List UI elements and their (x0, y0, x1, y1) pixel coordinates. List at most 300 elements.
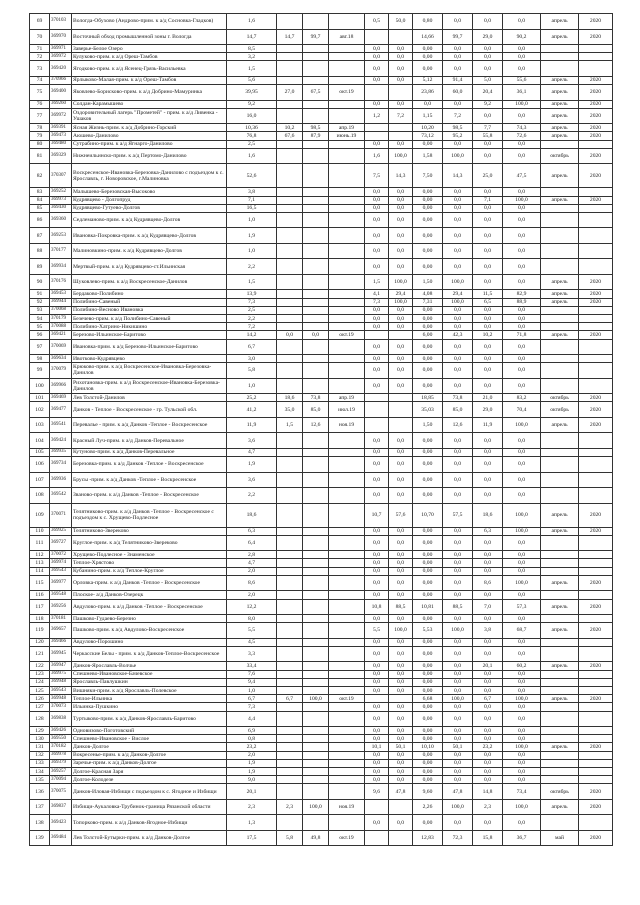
value-7: 4,08 (413, 290, 443, 298)
repair-date (329, 703, 365, 711)
value-10: 0,0 (503, 259, 541, 275)
value-5: 0,0 (365, 61, 389, 77)
value-10: 47,5 (503, 164, 541, 188)
road-name: Круглое-прим. к а/д Телятниково-Звереково (72, 535, 227, 551)
repair-date (329, 711, 365, 727)
row-number: 93 (30, 306, 50, 314)
repair-date (329, 378, 365, 394)
value-9: 0,0 (473, 339, 503, 355)
value-10: 0,0 (503, 378, 541, 394)
value-5 (365, 124, 389, 132)
value-10: 0,0 (503, 727, 541, 735)
value-5 (365, 799, 389, 815)
month (541, 551, 579, 559)
repaired-percent (303, 53, 329, 61)
year: 2020 (579, 132, 613, 140)
value-5: 0,0 (365, 53, 389, 61)
value-5: 0,0 (365, 457, 389, 473)
value-8: 85,0 (443, 402, 473, 418)
repair-date (329, 559, 365, 567)
month (541, 306, 579, 314)
table-row (30, 339, 613, 355)
value-8: 0,0 (443, 686, 473, 694)
row-number: 112 (30, 551, 50, 559)
value-8: 73,8 (443, 394, 473, 402)
row-number: 109 (30, 503, 50, 527)
value-9: 0,0 (473, 204, 503, 212)
repaired-length (277, 457, 303, 473)
value-9: 0,0 (473, 703, 503, 711)
table-row (30, 433, 613, 449)
value-10: 0,0 (503, 686, 541, 694)
value-7: 18,85 (413, 394, 443, 402)
repaired-percent (303, 559, 329, 567)
value-10: 0,0 (503, 306, 541, 314)
value-9: 0,0 (473, 591, 503, 599)
month (541, 670, 579, 678)
repaired-percent (303, 378, 329, 394)
value-8: 0,0 (443, 243, 473, 259)
value-10: 60,2 (503, 662, 541, 670)
repaired-percent (303, 686, 329, 694)
value-10: 0,0 (503, 140, 541, 148)
road-name: Сутрабино-прим. к а/д Ягнарго-Данилово (72, 140, 227, 148)
value-10: 100,0 (503, 527, 541, 535)
value-5: 0,0 (365, 212, 389, 228)
road-code: 369391 (50, 124, 72, 132)
road-name: Спешнево-Ивановское - Вислое (72, 735, 227, 743)
row-number: 81 (30, 148, 50, 164)
total-length: 6,3 (227, 527, 277, 535)
value-7: 5,53 (413, 623, 443, 639)
table-row (30, 488, 613, 504)
value-9: 0,0 (473, 727, 503, 735)
value-5: 0,0 (365, 591, 389, 599)
value-5: 0,0 (365, 638, 389, 646)
repaired-length (277, 615, 303, 623)
value-5: 0,0 (365, 355, 389, 363)
total-length: 7,2 (227, 323, 277, 331)
value-7: 2,26 (413, 799, 443, 815)
value-5 (365, 394, 389, 402)
value-6: 0,0 (389, 670, 413, 678)
repair-date (329, 306, 365, 314)
value-5: 10,8 (365, 599, 389, 615)
value-8: 0,0 (443, 767, 473, 775)
value-9: 11,5 (473, 290, 503, 298)
value-5: 7,3 (365, 298, 389, 306)
repair-date (329, 140, 365, 148)
repaired-length (277, 243, 303, 259)
year: 2020 (579, 108, 613, 124)
repaired-percent: 87,9 (303, 132, 329, 140)
value-9: 7,1 (473, 196, 503, 204)
repaired-length (277, 751, 303, 759)
repaired-percent (303, 711, 329, 727)
road-code: 370176 (50, 274, 72, 290)
value-6: 0,0 (389, 591, 413, 599)
total-length: 14,7 (227, 29, 277, 45)
repaired-length: 67,6 (277, 132, 303, 140)
value-6: 0,0 (389, 100, 413, 108)
road-name: Орловка-прим. к а/д Данков -Теплое - Воскресенское (72, 575, 227, 591)
repaired-percent (303, 784, 329, 800)
repair-date (329, 228, 365, 244)
value-9: 0,0 (473, 378, 503, 394)
repair-date (329, 551, 365, 559)
repaired-length: 14,7 (277, 29, 303, 45)
value-7: 0,00 (413, 670, 443, 678)
total-length: 1,9 (227, 759, 277, 767)
month (541, 759, 579, 767)
repaired-length (277, 164, 303, 188)
value-8: 0,0 (443, 363, 473, 379)
repaired-percent (303, 100, 329, 108)
year: 2020 (579, 623, 613, 639)
total-length: 3,6 (227, 472, 277, 488)
value-10: 0,0 (503, 567, 541, 575)
total-length: 9,4 (227, 678, 277, 686)
table-row (30, 164, 613, 188)
total-length: 1,0 (227, 212, 277, 228)
road-code: 369925 (50, 527, 72, 535)
value-5: 0,0 (365, 243, 389, 259)
table-row (30, 535, 613, 551)
value-7: 1,15 (413, 108, 443, 124)
total-length: 1,9 (227, 228, 277, 244)
repaired-percent (303, 670, 329, 678)
repair-date (329, 751, 365, 759)
road-code: 369466 (50, 638, 72, 646)
value-8: 0,0 (443, 735, 473, 743)
total-length: 4,7 (227, 448, 277, 456)
value-7: 5,12 (413, 76, 443, 84)
road-code: 369972 (50, 108, 72, 124)
road-code: 369948 (50, 678, 72, 686)
total-length: 18,6 (227, 503, 277, 527)
road-name: Полибино-Весново Ивановка (72, 306, 227, 314)
table-row (30, 45, 613, 53)
repair-date (329, 298, 365, 306)
year (579, 711, 613, 727)
value-9: 0,0 (473, 815, 503, 831)
value-6: 100,0 (389, 148, 413, 164)
value-9: 0,0 (473, 751, 503, 759)
month: апрель (541, 623, 579, 639)
total-length: 1,5 (227, 61, 277, 77)
total-length: 8,6 (227, 575, 277, 591)
table-row (30, 417, 613, 433)
value-10: 68,7 (503, 623, 541, 639)
row-number: 129 (30, 727, 50, 735)
value-9: 0,0 (473, 259, 503, 275)
value-7: 73,12 (413, 132, 443, 140)
value-9: 0,0 (473, 448, 503, 456)
repaired-length (277, 686, 303, 694)
value-10: 0,0 (503, 188, 541, 196)
total-length: 2,0 (227, 567, 277, 575)
value-7: 0,00 (413, 323, 443, 331)
month (541, 703, 579, 711)
table-row (30, 623, 613, 639)
value-9: 0,0 (473, 148, 503, 164)
total-length: 5,5 (227, 623, 277, 639)
repaired-length (277, 108, 303, 124)
month: апрель (541, 290, 579, 298)
value-6: 0,0 (389, 53, 413, 61)
value-6: 57,6 (389, 503, 413, 527)
month (541, 61, 579, 77)
repaired-length (277, 298, 303, 306)
value-5 (365, 132, 389, 140)
value-6 (389, 402, 413, 418)
table-row (30, 711, 613, 727)
value-8: 95,2 (443, 132, 473, 140)
value-6: 0,0 (389, 243, 413, 259)
value-7: 0,00 (413, 448, 443, 456)
month (541, 433, 579, 449)
value-9: 0,0 (473, 188, 503, 196)
repair-date (329, 638, 365, 646)
total-length: 1,6 (227, 14, 277, 30)
value-5: 0,0 (365, 527, 389, 535)
repair-date (329, 527, 365, 535)
repaired-percent (303, 472, 329, 488)
month (541, 535, 579, 551)
total-length: 33,4 (227, 662, 277, 670)
road-name: Телятниково-Звереково (72, 527, 227, 535)
repaired-length (277, 591, 303, 599)
road-name: Заречье-прим. к а/д Данков-Долгое (72, 759, 227, 767)
value-10: 0,0 (503, 448, 541, 456)
month: апрель (541, 662, 579, 670)
value-6: 0,0 (389, 535, 413, 551)
total-length: 8,0 (227, 615, 277, 623)
value-9: 6,5 (473, 298, 503, 306)
value-10: 0,0 (503, 815, 541, 831)
month (541, 615, 579, 623)
value-8: 0,0 (443, 727, 473, 735)
value-10: 0,0 (503, 703, 541, 711)
repaired-percent (303, 45, 329, 53)
repair-date (329, 759, 365, 767)
total-length: 41,2 (227, 402, 277, 418)
value-10: 100,0 (503, 695, 541, 703)
value-5: 0,0 (365, 686, 389, 694)
repaired-percent: 100,0 (303, 695, 329, 703)
total-length: 1,9 (227, 767, 277, 775)
repair-date (329, 355, 365, 363)
value-5: 0,0 (365, 751, 389, 759)
year (579, 646, 613, 662)
road-name: Аюшево-Данилово (72, 132, 227, 140)
table-row (30, 148, 613, 164)
value-7: 0,00 (413, 815, 443, 831)
road-name: Лев Толстой-Бутырки-прим. к а/д Данков-Долгое (72, 830, 227, 846)
month: апрель (541, 100, 579, 108)
value-10: 0,0 (503, 14, 541, 30)
row-number: 87 (30, 228, 50, 244)
road-code: 369935 (50, 448, 72, 456)
table-row (30, 204, 613, 212)
year: 2020 (579, 76, 613, 84)
table-row (30, 670, 613, 678)
value-6: 0,0 (389, 662, 413, 670)
value-6: 0,0 (389, 196, 413, 204)
road-name: Солдан-Карамышево (72, 100, 227, 108)
value-7: 10,20 (413, 124, 443, 132)
month (541, 228, 579, 244)
month (541, 53, 579, 61)
repair-date: окт.19 (329, 830, 365, 846)
value-8: 47,8 (443, 784, 473, 800)
value-8: 57,5 (443, 503, 473, 527)
repaired-percent (303, 259, 329, 275)
value-6: 14,3 (389, 164, 413, 188)
total-length: 1,3 (227, 815, 277, 831)
value-6: 0,0 (389, 188, 413, 196)
total-length: 1,0 (227, 378, 277, 394)
value-5: 0,0 (365, 727, 389, 735)
year: 2020 (579, 29, 613, 45)
value-10: 0,0 (503, 108, 541, 124)
value-8: 0,0 (443, 53, 473, 61)
month (541, 472, 579, 488)
value-8: 0,0 (443, 140, 473, 148)
row-number: 94 (30, 314, 50, 322)
row-number: 119 (30, 623, 50, 639)
row-number: 70 (30, 29, 50, 45)
value-5: 0,0 (365, 76, 389, 84)
month (541, 559, 579, 567)
row-number: 69 (30, 14, 50, 30)
table-row (30, 767, 613, 775)
road-code: 369421 (50, 331, 72, 339)
repaired-percent (303, 759, 329, 767)
value-5: 1,6 (365, 148, 389, 164)
value-9: 0,0 (473, 212, 503, 228)
repair-date (329, 743, 365, 751)
value-6 (389, 799, 413, 815)
repaired-percent (303, 448, 329, 456)
value-7: 0,00 (413, 355, 443, 363)
repaired-length (277, 815, 303, 831)
value-10: 0,0 (503, 457, 541, 473)
value-9: 9,2 (473, 100, 503, 108)
repair-date (329, 646, 365, 662)
year (579, 243, 613, 259)
total-length: 5,8 (227, 363, 277, 379)
repaired-percent (303, 662, 329, 670)
repaired-percent (303, 815, 329, 831)
value-7: 14,66 (413, 29, 443, 45)
value-10: 0,0 (503, 53, 541, 61)
value-9: 0,0 (473, 274, 503, 290)
month (541, 188, 579, 196)
row-number: 128 (30, 711, 50, 727)
value-10: 100,0 (503, 575, 541, 591)
value-7: 0,00 (413, 61, 443, 77)
table-row (30, 743, 613, 751)
value-6: 0,0 (389, 61, 413, 77)
year (579, 776, 613, 784)
repair-date: ноя.19 (329, 799, 365, 815)
repaired-percent (303, 575, 329, 591)
value-6: 0,0 (389, 76, 413, 84)
value-9: 0,0 (473, 711, 503, 727)
value-6 (389, 394, 413, 402)
repaired-percent (303, 457, 329, 473)
road-code: 370068 (50, 306, 72, 314)
value-5: 0,0 (365, 615, 389, 623)
value-8: 0,0 (443, 378, 473, 394)
repair-date (329, 259, 365, 275)
road-name: Спешнево-Ивановское-Бачевское (72, 670, 227, 678)
row-number: 105 (30, 448, 50, 456)
year: 2020 (579, 527, 613, 535)
road-code: 369430 (50, 204, 72, 212)
table-row (30, 76, 613, 84)
value-9: 29,0 (473, 29, 503, 45)
year: 2020 (579, 164, 613, 188)
value-8: 100,0 (443, 148, 473, 164)
month: апрель (541, 331, 579, 339)
value-10: 0,0 (503, 638, 541, 646)
repaired-percent (303, 727, 329, 735)
repaired-length (277, 559, 303, 567)
value-5: 0,0 (365, 472, 389, 488)
value-6 (389, 417, 413, 433)
table-row (30, 686, 613, 694)
value-6: 0,0 (389, 363, 413, 379)
year: 2020 (579, 124, 613, 132)
table-row (30, 735, 613, 743)
value-8: 50,1 (443, 743, 473, 751)
value-8: 0,0 (443, 196, 473, 204)
value-5: 0,0 (365, 767, 389, 775)
month (541, 567, 579, 575)
repair-date (329, 76, 365, 84)
value-8: 0,0 (443, 711, 473, 727)
road-name: Данков-Долгое (72, 743, 227, 751)
repair-date (329, 662, 365, 670)
value-10: 100,0 (503, 743, 541, 751)
total-length: 1,9 (227, 457, 277, 473)
road-name: Пашково-прим. к а/д Авдулово-Воскресенское (72, 623, 227, 639)
total-length: 2,2 (227, 314, 277, 322)
repaired-length: 18,6 (277, 394, 303, 402)
value-9: 0,0 (473, 14, 503, 30)
value-7: 1,58 (413, 148, 443, 164)
road-name: Безечево-прим. к а/д Полибино-Савеный (72, 314, 227, 322)
table-row (30, 140, 613, 148)
row-number: 126 (30, 695, 50, 703)
month: апрель (541, 29, 579, 45)
year (579, 53, 613, 61)
repaired-length (277, 662, 303, 670)
value-10: 100,0 (503, 503, 541, 527)
row-number: 135 (30, 776, 50, 784)
value-8: 0,0 (443, 61, 473, 77)
value-10: 70,4 (503, 402, 541, 418)
value-9: 25,0 (473, 164, 503, 188)
table-row (30, 188, 613, 196)
value-10: 0,0 (503, 551, 541, 559)
repaired-percent (303, 735, 329, 743)
value-7: 0,00 (413, 776, 443, 784)
year: 2020 (579, 743, 613, 751)
value-5 (365, 695, 389, 703)
